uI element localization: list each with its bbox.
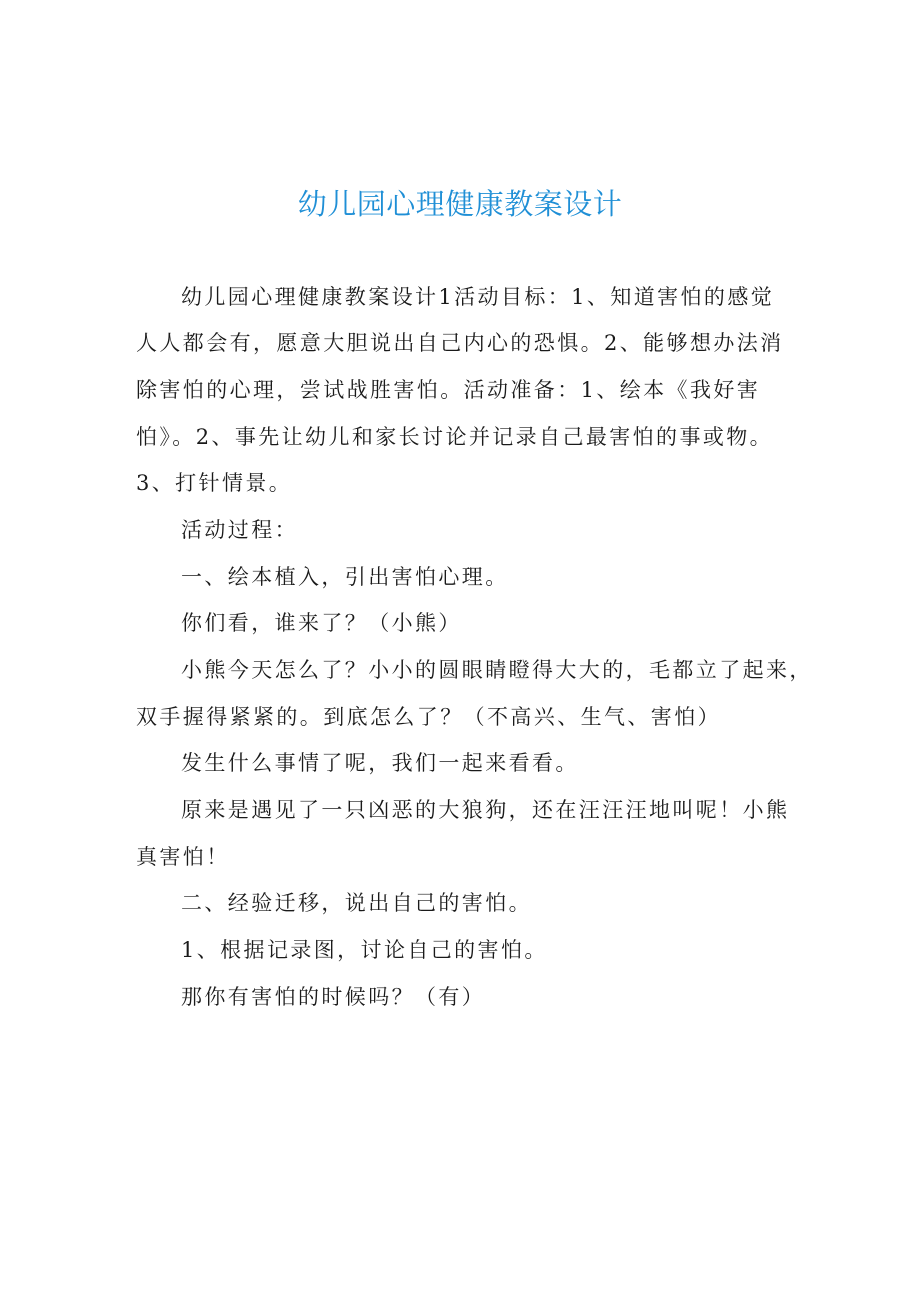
section-heading: 一、绘本植入，引出害怕心理。: [181, 565, 509, 589]
paragraph-line: 怕》。2、事先让幼儿和家长讨论并记录自己最害怕的事或物。: [136, 425, 774, 449]
paragraph-line: 1、根据记录图，讨论自己的害怕。: [181, 938, 548, 962]
paragraph-line: 小熊今天怎么了？小小的圆眼睛瞪得大大的，毛都立了起来，: [181, 658, 813, 682]
paragraph-line: 发生什么事情了呢，我们一起来看看。: [181, 751, 579, 775]
section-heading: 二、经验迁移，说出自己的害怕。: [181, 891, 532, 915]
paragraph-line: 双手握得紧紧的。到底怎么了？（不高兴、生气、害怕）: [136, 705, 721, 729]
paragraph-line: 活动过程：: [181, 518, 298, 542]
paragraph-line: 人人都会有，愿意大胆说出自己内心的恐惧。2、能够想办法消: [136, 331, 784, 355]
paragraph-line: 那你有害怕的时候吗？（有）: [181, 985, 486, 1009]
paragraph-line: 你们看，谁来了？（小熊）: [181, 611, 462, 635]
paragraph-line: 原来是遇见了一只凶恶的大狼狗，还在汪汪汪地叫呢！小熊: [181, 798, 790, 822]
paragraph-line: 除害怕的心理，尝试战胜害怕。活动准备：1、绘本《我好害: [136, 378, 761, 402]
document-title: 幼儿园心理健康教案设计: [297, 187, 623, 221]
paragraph-line: 3、打针情景。: [136, 471, 293, 495]
paragraph-line: 真害怕！: [136, 845, 230, 869]
paragraph-line: 幼儿园心理健康教案设计1活动目标：1、知道害怕的感觉: [181, 285, 775, 309]
